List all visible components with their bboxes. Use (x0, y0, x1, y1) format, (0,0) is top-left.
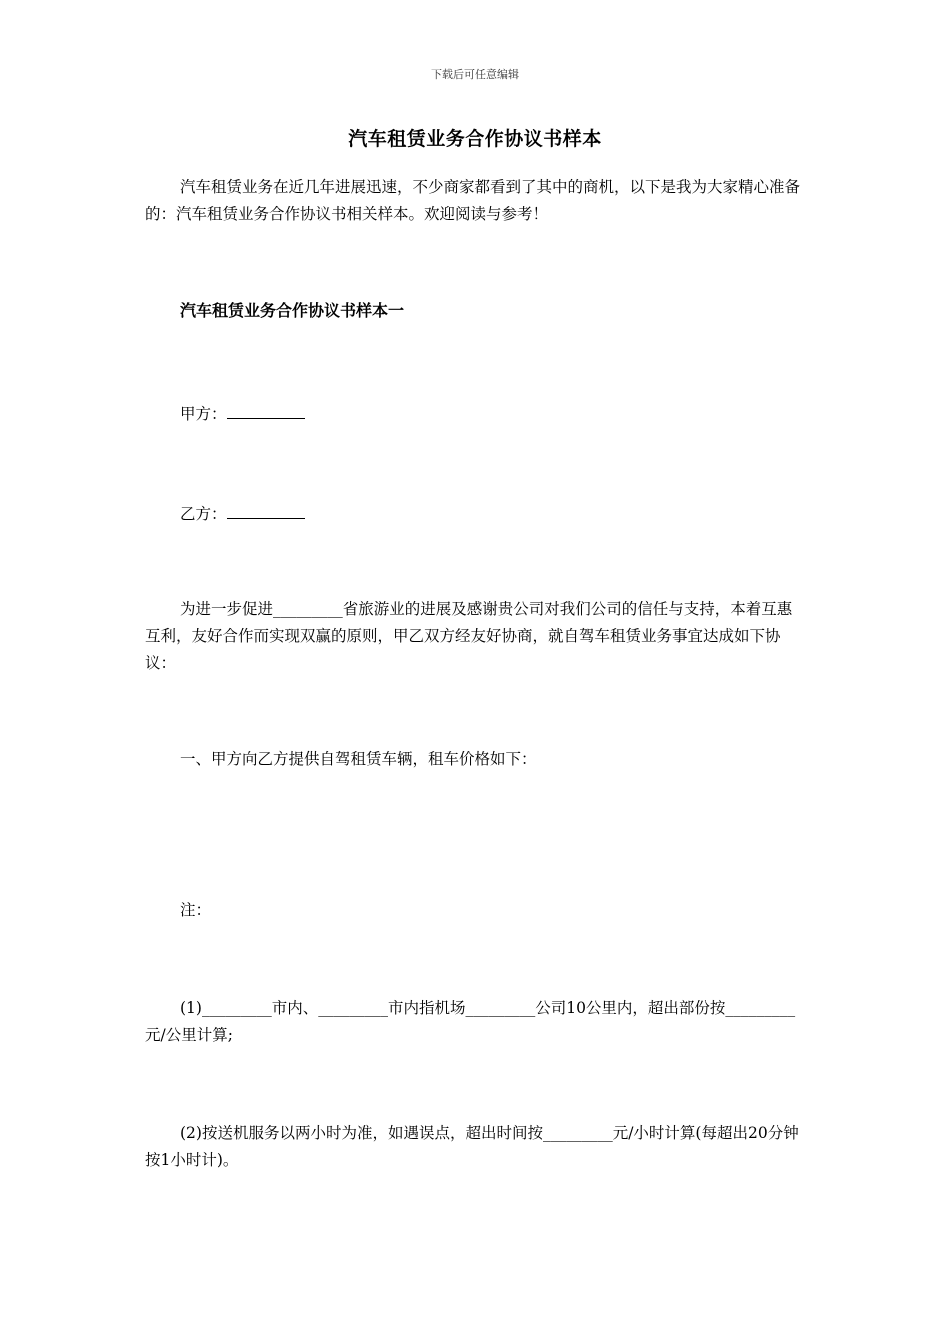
party-a-blank (227, 404, 305, 419)
note-label: 注： (180, 901, 212, 919)
party-a-field (180, 402, 305, 424)
clause-1: 一、甲方向乙方提供自驾租赁车辆，租车价格如下： (180, 750, 537, 768)
party-b-blank (227, 504, 305, 519)
party-b-field (180, 502, 305, 524)
header-note: 下载后可任意编辑 (431, 68, 519, 81)
document-title: 汽车租赁业务合作协议书样本 (348, 128, 602, 150)
note-1: (1)_________市内、_________市内指机场_________公司10公里内，超出部份按_________元/公里计算; (145, 999, 796, 1044)
party-a-label: 甲方： (180, 405, 227, 423)
note-2: (2)按送机服务以两小时为准，如遇误点，超出时间按_________元/小时计算(每超出20分钟按1小时计)。 (145, 1124, 799, 1169)
preamble-paragraph: 为进一步促进_________省旅游业的进展及感谢贵公司对我们公司的信任与支持，本着互惠互利，友好合作而实现双赢的原则，甲乙双方经友好协商，就自驾车租赁业务事宜达成如下协议： (145, 600, 793, 672)
section-title: 汽车租赁业务合作协议书样本一 (180, 301, 405, 320)
intro-paragraph: 汽车租赁业务在近几年进展迅速，不少商家都看到了其中的商机，以下是我为大家精心准备的：汽车租赁业务合作协议书相关样本。欢迎阅读与参考！ (145, 178, 801, 223)
party-b-label: 乙方： (180, 505, 227, 523)
